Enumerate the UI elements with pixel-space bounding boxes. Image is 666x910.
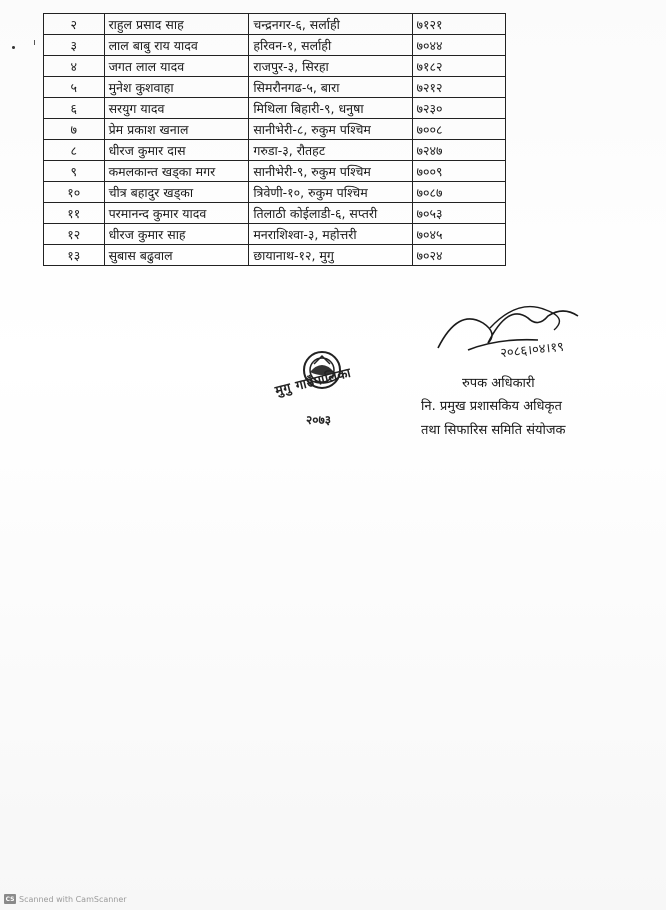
row-address: सिमरौनगढ-५, बारा (249, 77, 412, 98)
row-code: ७१२१ (412, 14, 505, 35)
table-row (44, 182, 506, 203)
row-serial: ११ (44, 203, 105, 224)
row-address: गरुडा-३, रौतहट (249, 140, 412, 161)
table-row (44, 140, 506, 161)
row-name: मुनेश कुशवाहा (104, 77, 249, 98)
row-name: जगत लाल यादव (104, 56, 249, 77)
table-row (44, 56, 506, 77)
table-row (44, 161, 506, 182)
row-address: हरिवन-१, सर्लाही (249, 35, 412, 56)
row-code: ७००८ (412, 119, 505, 140)
table-row (44, 224, 506, 245)
row-address: तिलाठी कोईलाडी-६, सप्तरी (249, 203, 412, 224)
row-serial: ७ (44, 119, 105, 140)
signer-role: तथा सिफारिस समिति संयोजक (421, 423, 566, 438)
row-code: ७२४७ (412, 140, 505, 161)
row-name: राहुल प्रसाद साह (104, 14, 249, 35)
row-code: ७१८२ (412, 56, 505, 77)
signature-date: २०८६।०४।१९ (499, 339, 565, 362)
row-serial: ३ (44, 35, 105, 56)
row-serial: ८ (44, 140, 105, 161)
row-address: त्रिवेणी-१०, रुकुम पश्चिम (249, 182, 412, 203)
row-name: प्रेम प्रकाश खनाल (104, 119, 249, 140)
row-serial: ४ (44, 56, 105, 77)
camscanner-icon: CS (5, 895, 15, 903)
row-code: ७०४५ (412, 224, 505, 245)
row-code: ७००९ (412, 161, 505, 182)
row-code: ७२१२ (412, 77, 505, 98)
table-row (44, 14, 506, 35)
row-serial: ९ (44, 161, 105, 182)
row-address: सानीभेरी-९, रुकुम पश्चिम (249, 161, 412, 182)
signer-name: रुपक अधिकारी (462, 376, 535, 391)
row-name: परमानन्द कुमार यादव (104, 203, 249, 224)
row-code: ७०२४ (412, 245, 505, 266)
row-name: सरयुग यादव (104, 98, 249, 119)
table-row (44, 77, 506, 98)
candidate-table-body (44, 14, 506, 266)
row-address: चन्द्रनगर-६, सर्लाही (249, 14, 412, 35)
watermark-text: Scanned with CamScanner (19, 894, 127, 904)
table-row (44, 98, 506, 119)
row-name: कमलकान्त खड्का मगर (104, 161, 249, 182)
row-serial: २ (44, 14, 105, 35)
row-address: सानीभेरी-८, रुकुम पश्चिम (249, 119, 412, 140)
row-serial: १३ (44, 245, 105, 266)
scan-speck (12, 46, 15, 49)
row-serial: ५ (44, 77, 105, 98)
row-code: ७०८७ (412, 182, 505, 203)
scan-mark (34, 40, 35, 45)
table-row (44, 119, 506, 140)
row-name: सुबास बढुवाल (104, 245, 249, 266)
camscanner-watermark (4, 894, 127, 904)
table-row (44, 245, 506, 266)
row-name: लाल बाबु राय यादव (104, 35, 249, 56)
row-address: मनराशिश्वा-३, महोत्तरी (249, 224, 412, 245)
row-code: ७०४४ (412, 35, 505, 56)
row-name: धीरज कुमार साह (104, 224, 249, 245)
row-name: चीत्र बहादुर खड्का (104, 182, 249, 203)
seal-year: २०७३ (306, 413, 331, 427)
row-serial: ६ (44, 98, 105, 119)
candidate-table (43, 13, 506, 266)
row-serial: १० (44, 182, 105, 203)
row-address: राजपुर-३, सिरहा (249, 56, 412, 77)
row-address: मिथिला बिहारी-९, धनुषा (249, 98, 412, 119)
row-address: छायानाथ-१२, मुगु (249, 245, 412, 266)
row-serial: १२ (44, 224, 105, 245)
table-row (44, 35, 506, 56)
row-code: ७२३० (412, 98, 505, 119)
row-name: धीरज कुमार दास (104, 140, 249, 161)
table-row (44, 203, 506, 224)
row-code: ७०५३ (412, 203, 505, 224)
seal-text: मुगु गाउँपालिका (273, 365, 353, 400)
signer-post: नि. प्रमुख प्रशासकिय अधिकृत (421, 399, 562, 414)
